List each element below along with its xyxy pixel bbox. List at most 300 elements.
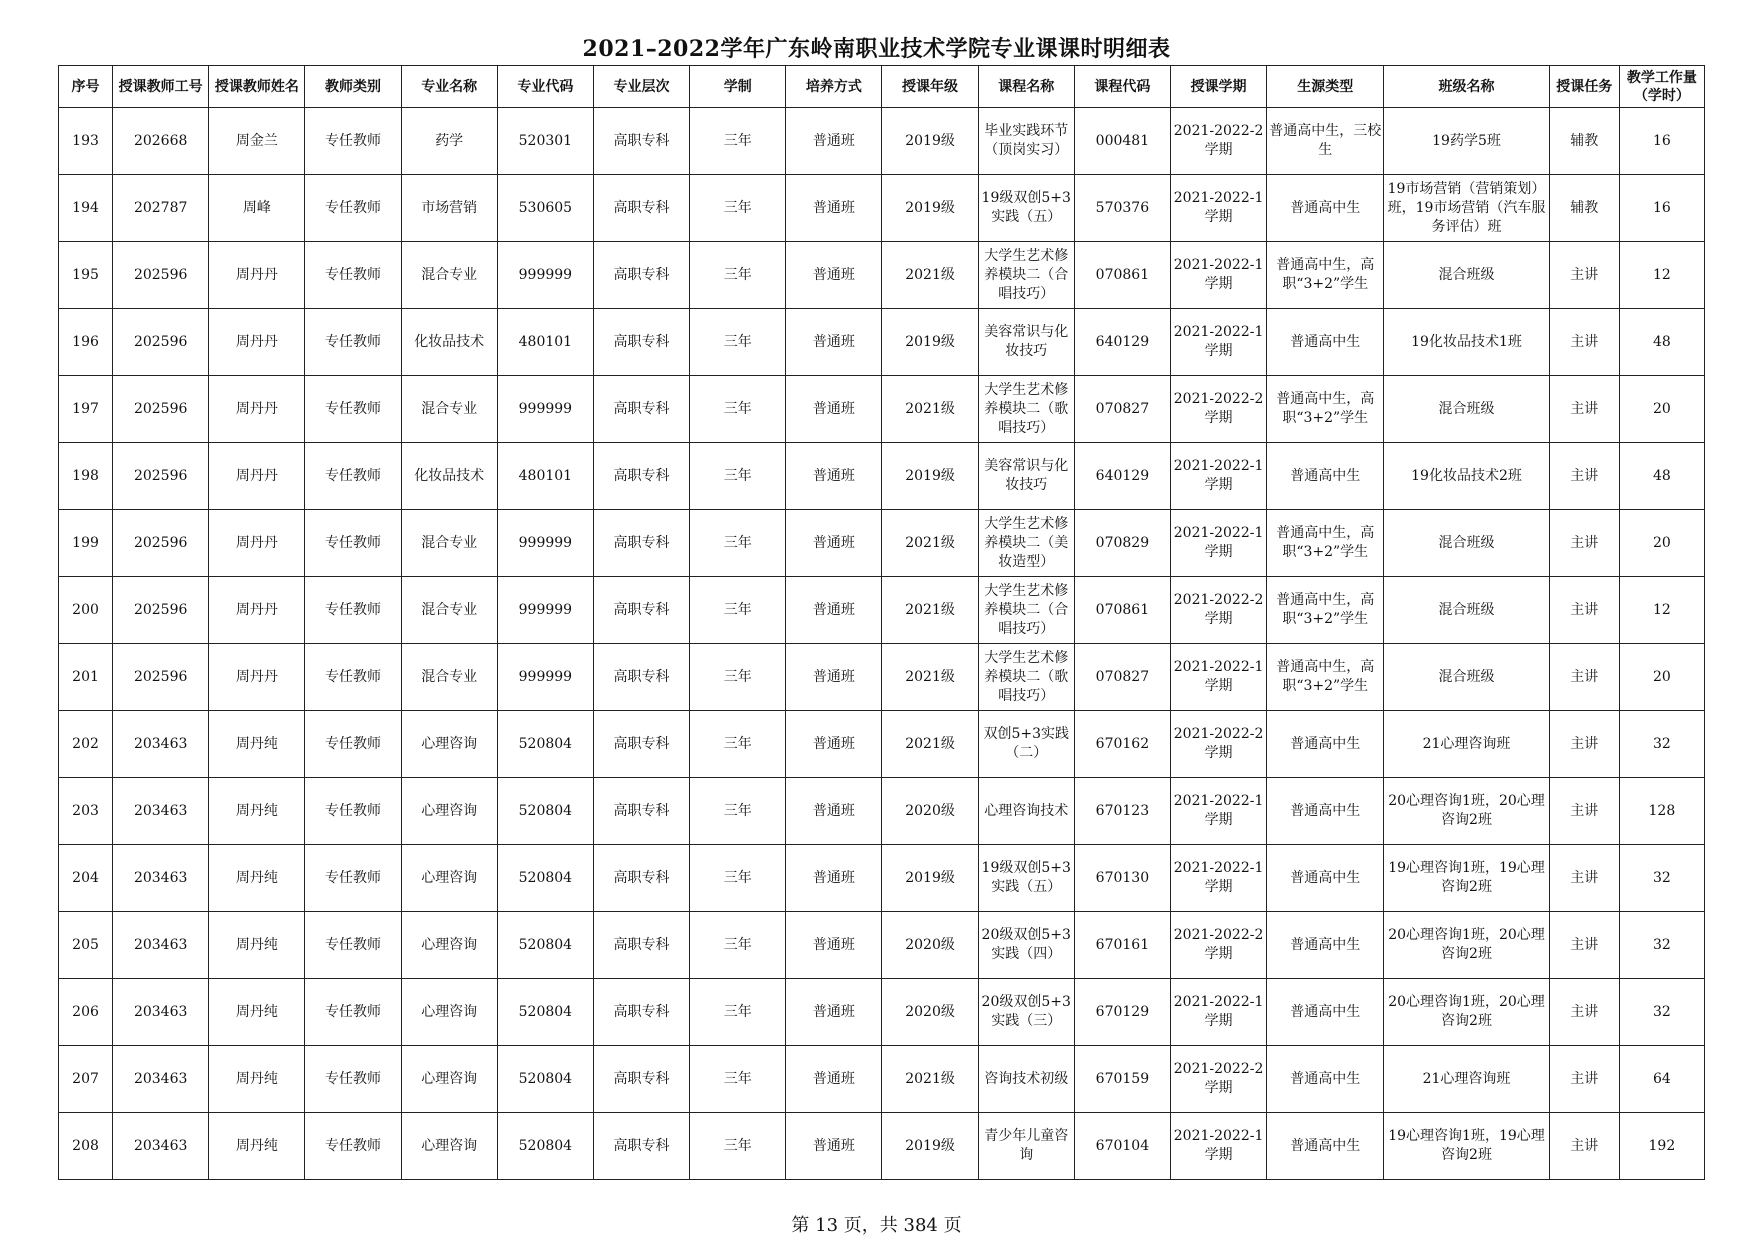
- table-cell: 207: [59, 1046, 113, 1113]
- table-cell: 普通高中生，高职“3+2”学生: [1267, 242, 1384, 309]
- table-cell: 周丹纯: [209, 711, 305, 778]
- table-cell: [978, 845, 1074, 912]
- table-row: [59, 108, 1705, 175]
- table-cell: 21心理咨询班: [1384, 1046, 1549, 1113]
- table-cell: 混合班级: [1384, 376, 1549, 443]
- table-cell: 心理咨询: [401, 1113, 497, 1180]
- table-cell: 三年: [690, 778, 786, 845]
- table-cell: 999999: [497, 510, 593, 577]
- table-cell: 202596: [113, 443, 209, 510]
- table-cell: 主讲: [1549, 778, 1619, 845]
- table-cell: 2021级: [882, 510, 978, 577]
- table-cell: 2021级: [882, 242, 978, 309]
- course-name: 大学生艺术修养模块二（歌唱技巧）: [984, 381, 1069, 436]
- table-cell: 2021级: [882, 711, 978, 778]
- table-cell: 专任教师: [305, 242, 401, 309]
- table-cell: 普通班: [786, 979, 882, 1046]
- column-header: 专业名称: [401, 66, 497, 108]
- table-cell: 普通高中生: [1267, 711, 1384, 778]
- table-cell: 化妆品技术: [401, 443, 497, 510]
- table-cell: 198: [59, 443, 113, 510]
- table-cell: 20: [1619, 644, 1704, 711]
- table-row: [59, 778, 1705, 845]
- table-cell: 普通高中生，高职“3+2”学生: [1267, 644, 1384, 711]
- table-cell: 480101: [497, 309, 593, 376]
- table-cell: 普通高中生: [1267, 912, 1384, 979]
- table-cell: 2019级: [882, 443, 978, 510]
- table-cell: 专任教师: [305, 443, 401, 510]
- table-cell: 2021-2022-1学期: [1170, 175, 1266, 242]
- table-cell: [978, 108, 1074, 175]
- table-cell: 周丹丹: [209, 443, 305, 510]
- table-cell: 高职专科: [593, 1046, 689, 1113]
- table-cell: 570376: [1074, 175, 1170, 242]
- table-cell: 普通高中生: [1267, 845, 1384, 912]
- table-cell: 三年: [690, 577, 786, 644]
- table-cell: 专任教师: [305, 510, 401, 577]
- table-cell: [978, 711, 1074, 778]
- table-cell: 心理咨询: [401, 979, 497, 1046]
- table-cell: 主讲: [1549, 711, 1619, 778]
- table-cell: 高职专科: [593, 1113, 689, 1180]
- table-cell: 000481: [1074, 108, 1170, 175]
- table-cell: 普通班: [786, 309, 882, 376]
- table-cell: 混合专业: [401, 510, 497, 577]
- table-cell: [978, 912, 1074, 979]
- table-cell: 专任教师: [305, 108, 401, 175]
- table-cell: 周丹纯: [209, 778, 305, 845]
- table-cell: 520804: [497, 845, 593, 912]
- table-row: [59, 1046, 1705, 1113]
- table-cell: 202668: [113, 108, 209, 175]
- table-cell: 2021级: [882, 1046, 978, 1113]
- table-cell: 高职专科: [593, 845, 689, 912]
- table-cell: 16: [1619, 175, 1704, 242]
- table-row: [59, 510, 1705, 577]
- table-cell: 普通班: [786, 376, 882, 443]
- table-cell: 周丹纯: [209, 1046, 305, 1113]
- table-cell: 三年: [690, 376, 786, 443]
- table-cell: 2021-2022-1学期: [1170, 443, 1266, 510]
- course-name: 19级双创5+3实践（五）: [981, 860, 1071, 895]
- table-cell: 530605: [497, 175, 593, 242]
- table-cell: 高职专科: [593, 242, 689, 309]
- table-cell: 2021-2022-1学期: [1170, 242, 1266, 309]
- table-cell: 2021级: [882, 577, 978, 644]
- table-cell: 主讲: [1549, 979, 1619, 1046]
- table-cell: 混合班级: [1384, 510, 1549, 577]
- table-cell: 202596: [113, 510, 209, 577]
- table-cell: 普通高中生，高职“3+2”学生: [1267, 577, 1384, 644]
- table-cell: 2019级: [882, 1113, 978, 1180]
- table-cell: 202596: [113, 644, 209, 711]
- table-cell: 193: [59, 108, 113, 175]
- table-cell: 520804: [497, 979, 593, 1046]
- table-cell: 主讲: [1549, 912, 1619, 979]
- table-cell: 三年: [690, 711, 786, 778]
- table-cell: 999999: [497, 376, 593, 443]
- table-cell: 高职专科: [593, 510, 689, 577]
- course-name: 美容常识与化妆技巧: [984, 324, 1069, 359]
- table-cell: 高职专科: [593, 979, 689, 1046]
- table-cell: [978, 1113, 1074, 1180]
- column-header: 课程代码: [1074, 66, 1170, 108]
- column-header: 培养方式: [786, 66, 882, 108]
- table-cell: 普通高中生: [1267, 309, 1384, 376]
- table-cell: 心理咨询: [401, 845, 497, 912]
- column-header: 专业代码: [497, 66, 593, 108]
- table-cell: 主讲: [1549, 1113, 1619, 1180]
- table-cell: [978, 309, 1074, 376]
- table-cell: 2021-2022-2学期: [1170, 376, 1266, 443]
- course-name: 大学生艺术修养模块二（歌唱技巧）: [984, 649, 1069, 704]
- table-cell: 202596: [113, 242, 209, 309]
- table-row: [59, 577, 1705, 644]
- table-cell: 混合专业: [401, 242, 497, 309]
- table-cell: 670104: [1074, 1113, 1170, 1180]
- table-cell: 2019级: [882, 108, 978, 175]
- table-cell: 2021-2022-2学期: [1170, 912, 1266, 979]
- table-cell: 199: [59, 510, 113, 577]
- table-cell: 心理咨询: [401, 778, 497, 845]
- table-cell: 高职专科: [593, 711, 689, 778]
- table-cell: 混合班级: [1384, 644, 1549, 711]
- table-cell: 202: [59, 711, 113, 778]
- table-cell: 主讲: [1549, 845, 1619, 912]
- table-cell: 203463: [113, 979, 209, 1046]
- table-cell: 普通班: [786, 443, 882, 510]
- table-cell: 普通班: [786, 1046, 882, 1113]
- column-header: 生源类型: [1267, 66, 1384, 108]
- table-cell: 三年: [690, 845, 786, 912]
- table-cell: 专任教师: [305, 309, 401, 376]
- table-cell: 200: [59, 577, 113, 644]
- table-cell: 专任教师: [305, 845, 401, 912]
- table-cell: 三年: [690, 912, 786, 979]
- table-cell: 670123: [1074, 778, 1170, 845]
- page-title: 2021–2022学年广东岭南职业技术学院专业课课时明细表: [582, 36, 1171, 62]
- table-cell: 周丹丹: [209, 309, 305, 376]
- table-row: [59, 845, 1705, 912]
- table-cell: 高职专科: [593, 376, 689, 443]
- table-cell: 2021-2022-2学期: [1170, 1046, 1266, 1113]
- table-cell: 三年: [690, 1046, 786, 1113]
- table-cell: 520804: [497, 912, 593, 979]
- column-header: 授课年级: [882, 66, 978, 108]
- table-cell: 480101: [497, 443, 593, 510]
- table-cell: 普通高中生，高职“3+2”学生: [1267, 376, 1384, 443]
- table-cell: 三年: [690, 175, 786, 242]
- detail-table: [58, 65, 1705, 1180]
- table-cell: 070829: [1074, 510, 1170, 577]
- table-cell: 周丹丹: [209, 644, 305, 711]
- table-cell: 48: [1619, 309, 1704, 376]
- table-cell: 高职专科: [593, 778, 689, 845]
- table-row: [59, 979, 1705, 1046]
- table-cell: 520804: [497, 1113, 593, 1180]
- table-cell: [978, 242, 1074, 309]
- table-cell: 三年: [690, 309, 786, 376]
- table-cell: 高职专科: [593, 912, 689, 979]
- table-cell: 高职专科: [593, 577, 689, 644]
- table-header: [59, 66, 1705, 108]
- table-cell: [978, 376, 1074, 443]
- table-cell: 混合专业: [401, 376, 497, 443]
- column-header: 教学工作量（学时）: [1619, 66, 1704, 108]
- table-cell: 混合专业: [401, 577, 497, 644]
- table-cell: 三年: [690, 510, 786, 577]
- table-cell: 206: [59, 979, 113, 1046]
- table-cell: 辅教: [1549, 175, 1619, 242]
- table-cell: 20心理咨询1班，20心理咨询2班: [1384, 979, 1549, 1046]
- table-cell: 670159: [1074, 1046, 1170, 1113]
- table-cell: 194: [59, 175, 113, 242]
- table-cell: 高职专科: [593, 644, 689, 711]
- table-cell: [978, 577, 1074, 644]
- course-name: 咨询技术初级: [984, 1070, 1069, 1087]
- table-cell: 主讲: [1549, 1046, 1619, 1113]
- table-cell: 20: [1619, 376, 1704, 443]
- table-cell: 高职专科: [593, 175, 689, 242]
- table-cell: 19化妆品技术2班: [1384, 443, 1549, 510]
- table-cell: 192: [1619, 1113, 1704, 1180]
- table-cell: 普通高中生，高职“3+2”学生: [1267, 510, 1384, 577]
- table-cell: 三年: [690, 1113, 786, 1180]
- table-cell: 三年: [690, 108, 786, 175]
- table-cell: 2021-2022-1学期: [1170, 845, 1266, 912]
- table-cell: 普通班: [786, 108, 882, 175]
- table-cell: 070827: [1074, 644, 1170, 711]
- table-cell: 48: [1619, 443, 1704, 510]
- table-cell: 070861: [1074, 577, 1170, 644]
- table-row: [59, 443, 1705, 510]
- table-cell: 2021-2022-1学期: [1170, 309, 1266, 376]
- table-cell: 202596: [113, 577, 209, 644]
- table-cell: 197: [59, 376, 113, 443]
- table-cell: 203463: [113, 711, 209, 778]
- table-cell: 2021-2022-2学期: [1170, 577, 1266, 644]
- table-cell: 专任教师: [305, 644, 401, 711]
- table-row: [59, 309, 1705, 376]
- table-cell: 三年: [690, 979, 786, 1046]
- table-cell: 203463: [113, 778, 209, 845]
- table-cell: 19市场营销（营销策划）班，19市场营销（汽车服务评估）班: [1384, 175, 1549, 242]
- table-cell: 周丹纯: [209, 1113, 305, 1180]
- table-row: [59, 175, 1705, 242]
- table-cell: 普通高中生: [1267, 443, 1384, 510]
- table-cell: 心理咨询: [401, 1046, 497, 1113]
- table-cell: 周丹纯: [209, 912, 305, 979]
- table-cell: 周丹丹: [209, 510, 305, 577]
- table-cell: 205: [59, 912, 113, 979]
- table-cell: 专任教师: [305, 175, 401, 242]
- table-cell: 主讲: [1549, 309, 1619, 376]
- table-cell: 203463: [113, 1113, 209, 1180]
- course-name: 青少年儿童咨询: [984, 1128, 1069, 1163]
- column-header: 授课任务: [1549, 66, 1619, 108]
- table-row: [59, 711, 1705, 778]
- table-cell: 普通高中生: [1267, 1046, 1384, 1113]
- table-cell: 主讲: [1549, 376, 1619, 443]
- table-cell: 32: [1619, 711, 1704, 778]
- course-name: 20级双创5+3实践（四）: [981, 927, 1071, 962]
- course-name: 20级双创5+3实践（三）: [981, 994, 1071, 1029]
- table-cell: 2021-2022-1学期: [1170, 979, 1266, 1046]
- table-cell: 普通班: [786, 845, 882, 912]
- column-header: 班级名称: [1384, 66, 1549, 108]
- table-cell: 999999: [497, 644, 593, 711]
- table-cell: 670130: [1074, 845, 1170, 912]
- table-cell: 专任教师: [305, 778, 401, 845]
- table-cell: 普通班: [786, 242, 882, 309]
- table-cell: 专任教师: [305, 711, 401, 778]
- column-header: 学制: [690, 66, 786, 108]
- table-cell: 普通班: [786, 912, 882, 979]
- table-cell: 670162: [1074, 711, 1170, 778]
- table-cell: 2019级: [882, 845, 978, 912]
- table-cell: 主讲: [1549, 443, 1619, 510]
- table-cell: 21心理咨询班: [1384, 711, 1549, 778]
- course-name: 19级双创5+3实践（五）: [981, 190, 1071, 225]
- table-row: [59, 912, 1705, 979]
- table-cell: 混合班级: [1384, 577, 1549, 644]
- table-cell: 999999: [497, 577, 593, 644]
- table-cell: 203463: [113, 1046, 209, 1113]
- table-cell: 203: [59, 778, 113, 845]
- table-cell: 市场营销: [401, 175, 497, 242]
- table-cell: 19药学5班: [1384, 108, 1549, 175]
- table-cell: 20心理咨询1班，20心理咨询2班: [1384, 778, 1549, 845]
- table-cell: [978, 1046, 1074, 1113]
- table-cell: 普通班: [786, 510, 882, 577]
- table-cell: 202596: [113, 376, 209, 443]
- table-cell: 三年: [690, 242, 786, 309]
- table-body: [59, 108, 1705, 1180]
- table-cell: 070861: [1074, 242, 1170, 309]
- table-cell: 208: [59, 1113, 113, 1180]
- table-cell: 主讲: [1549, 577, 1619, 644]
- table-cell: 2020级: [882, 912, 978, 979]
- table-cell: 520804: [497, 1046, 593, 1113]
- column-header: 序号: [59, 66, 113, 108]
- course-name: 毕业实践环节（顶岗实习）: [984, 123, 1069, 158]
- table-cell: 周峰: [209, 175, 305, 242]
- table-cell: 普通班: [786, 778, 882, 845]
- table-cell: 20心理咨询1班，20心理咨询2班: [1384, 912, 1549, 979]
- table-cell: 2020级: [882, 979, 978, 1046]
- table-cell: 主讲: [1549, 242, 1619, 309]
- table-cell: 2019级: [882, 175, 978, 242]
- table-cell: 203463: [113, 845, 209, 912]
- table-cell: 专任教师: [305, 979, 401, 1046]
- table-cell: 普通班: [786, 577, 882, 644]
- table-cell: 12: [1619, 577, 1704, 644]
- table-cell: 670129: [1074, 979, 1170, 1046]
- table-cell: 640129: [1074, 309, 1170, 376]
- table-cell: 32: [1619, 979, 1704, 1046]
- table-cell: 三年: [690, 443, 786, 510]
- table-cell: 混合班级: [1384, 242, 1549, 309]
- table-cell: 2021-2022-2学期: [1170, 108, 1266, 175]
- table-cell: 670161: [1074, 912, 1170, 979]
- course-name: 大学生艺术修养模块二（美妆造型）: [984, 515, 1069, 570]
- table-cell: 普通高中生: [1267, 979, 1384, 1046]
- table-cell: 普通班: [786, 711, 882, 778]
- table-cell: 520804: [497, 711, 593, 778]
- table-cell: 203463: [113, 912, 209, 979]
- table-cell: 2020级: [882, 778, 978, 845]
- table-cell: 普通高中生: [1267, 778, 1384, 845]
- table-row: [59, 1113, 1705, 1180]
- table-cell: 2021级: [882, 644, 978, 711]
- column-header: 专业层次: [593, 66, 689, 108]
- column-header: 授课教师工号: [113, 66, 209, 108]
- table-cell: 128: [1619, 778, 1704, 845]
- table-cell: 999999: [497, 242, 593, 309]
- table-cell: 心理咨询: [401, 711, 497, 778]
- table-cell: 主讲: [1549, 510, 1619, 577]
- table-cell: 202787: [113, 175, 209, 242]
- table-row: [59, 376, 1705, 443]
- table-cell: 周金兰: [209, 108, 305, 175]
- column-header: 课程名称: [978, 66, 1074, 108]
- table-cell: 202596: [113, 309, 209, 376]
- table-cell: 64: [1619, 1046, 1704, 1113]
- table-cell: 204: [59, 845, 113, 912]
- table-cell: 2021-2022-1学期: [1170, 644, 1266, 711]
- table-cell: 周丹纯: [209, 845, 305, 912]
- table-cell: 主讲: [1549, 644, 1619, 711]
- table-cell: [978, 443, 1074, 510]
- table-cell: 混合专业: [401, 644, 497, 711]
- table-cell: 12: [1619, 242, 1704, 309]
- table-cell: 32: [1619, 912, 1704, 979]
- table-cell: 周丹纯: [209, 979, 305, 1046]
- table-cell: 高职专科: [593, 443, 689, 510]
- table-cell: 普通高中生: [1267, 175, 1384, 242]
- table-cell: 19心理咨询1班，19心理咨询2班: [1384, 845, 1549, 912]
- table-cell: 周丹丹: [209, 376, 305, 443]
- table-cell: 070827: [1074, 376, 1170, 443]
- table-cell: 20: [1619, 510, 1704, 577]
- course-name: 双创5+3实践（二）: [983, 726, 1069, 761]
- table-cell: 2019级: [882, 309, 978, 376]
- table-cell: [978, 175, 1074, 242]
- table-cell: 普通班: [786, 1113, 882, 1180]
- table-cell: 专任教师: [305, 376, 401, 443]
- table-cell: 32: [1619, 845, 1704, 912]
- table-row: [59, 242, 1705, 309]
- table-cell: 高职专科: [593, 108, 689, 175]
- table-cell: 2021级: [882, 376, 978, 443]
- table-cell: 普通高中生: [1267, 1113, 1384, 1180]
- column-header: 授课学期: [1170, 66, 1266, 108]
- table-cell: 心理咨询: [401, 912, 497, 979]
- table-cell: 640129: [1074, 443, 1170, 510]
- table-cell: 普通班: [786, 644, 882, 711]
- table-cell: 药学: [401, 108, 497, 175]
- course-name: 大学生艺术修养模块二（合唱技巧）: [984, 582, 1069, 637]
- table-cell: 520301: [497, 108, 593, 175]
- table-cell: 16: [1619, 108, 1704, 175]
- table-cell: 520804: [497, 778, 593, 845]
- table-cell: 化妆品技术: [401, 309, 497, 376]
- table-cell: 普通高中生，三校生: [1267, 108, 1384, 175]
- table-cell: 19心理咨询1班，19心理咨询2班: [1384, 1113, 1549, 1180]
- table-cell: [978, 778, 1074, 845]
- table-cell: 辅教: [1549, 108, 1619, 175]
- table-cell: 三年: [690, 644, 786, 711]
